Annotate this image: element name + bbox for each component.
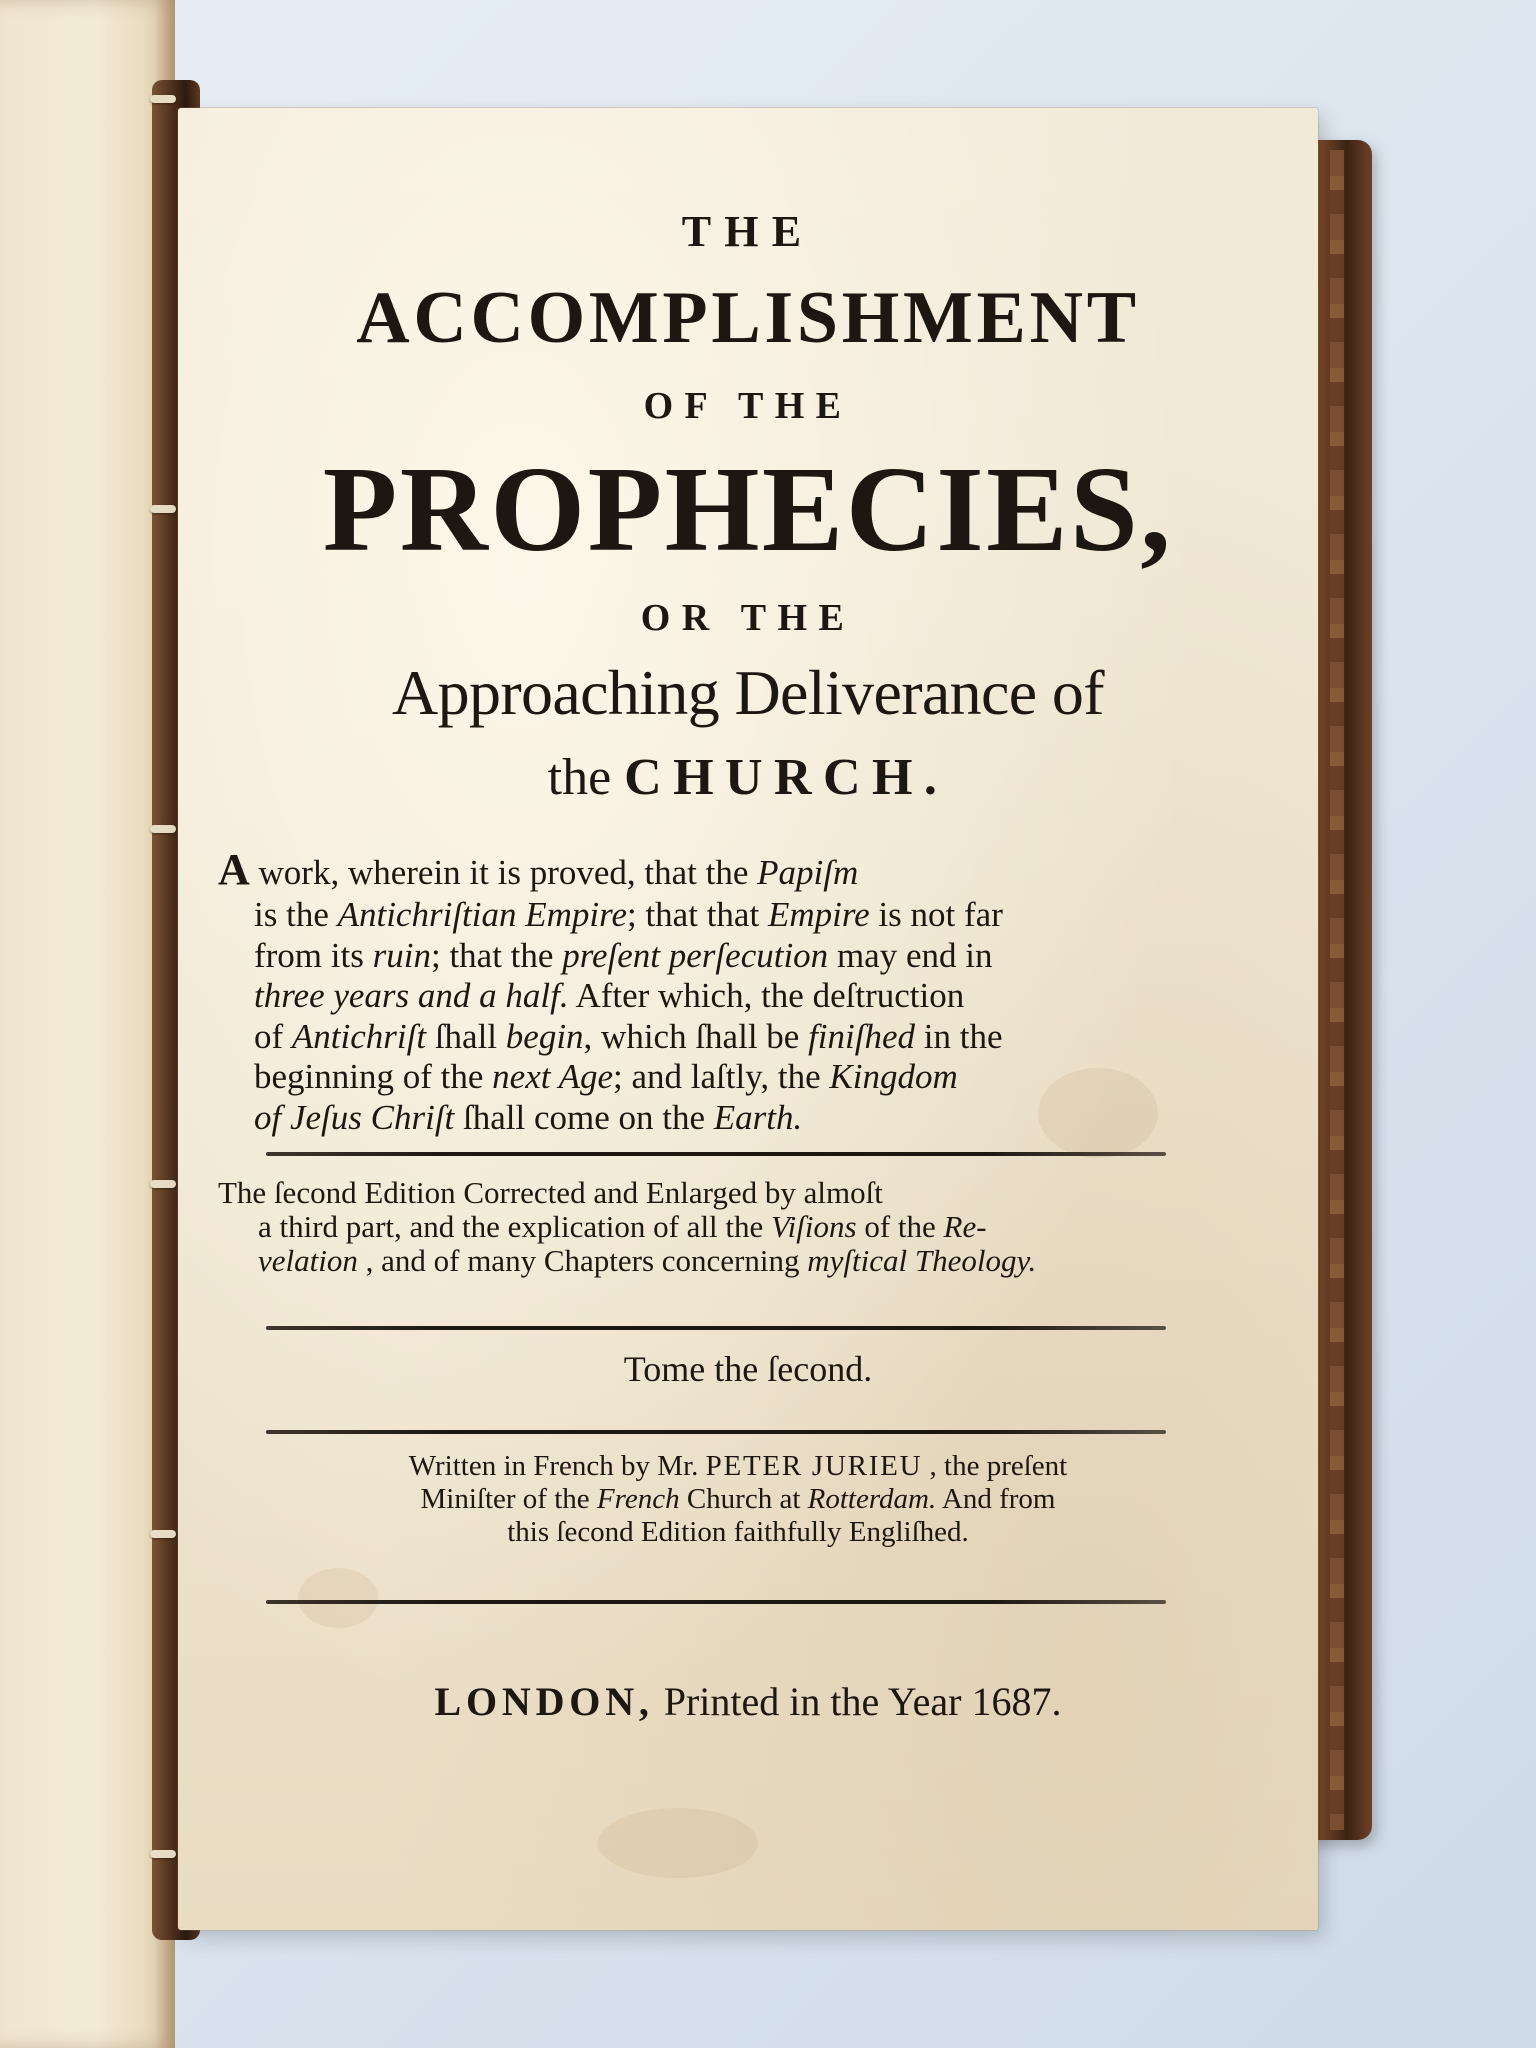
edition-paragraph <box>218 1176 1278 1278</box>
work-text: may end in <box>828 935 993 975</box>
imprint-city: LONDON, <box>434 1679 654 1724</box>
binding-stitch <box>150 95 176 103</box>
work-text: is the <box>254 895 338 935</box>
author-name: PETER JURIEU <box>705 1450 923 1482</box>
work-text: in the <box>915 1016 1003 1056</box>
author-text: Written in French by Mr. <box>408 1450 706 1482</box>
work-line <box>218 1017 1278 1058</box>
work-italic: finiſhed <box>808 1016 916 1056</box>
tome-line: Tome the ſecond. <box>623 1349 873 1389</box>
work-italic: Antichriſt <box>291 1016 427 1056</box>
binding-stitch <box>150 825 176 833</box>
paper-stain <box>298 1568 378 1628</box>
author-paragraph <box>198 1450 1278 1549</box>
edition-text: , and of many Chapters concerning <box>357 1243 808 1279</box>
author-italic: French <box>596 1483 680 1516</box>
work-text: beginning of the <box>254 1057 493 1097</box>
subtitle-church-word: CHURCH. <box>624 749 949 806</box>
work-italic: of Jeſus Chriſt <box>254 1098 455 1137</box>
edition-italic: velation <box>258 1243 358 1279</box>
subtitle-the-word: the <box>547 749 612 806</box>
horizontal-rule <box>266 1430 1166 1434</box>
work-text: ſhall <box>426 1016 506 1056</box>
horizontal-rule <box>266 1326 1166 1330</box>
work-italic: Kingdom <box>829 1057 958 1097</box>
work-text: After which, the deſtruction <box>568 976 965 1016</box>
work-line <box>218 936 1278 977</box>
work-line <box>218 1057 1278 1098</box>
left-page <box>0 0 175 2048</box>
work-text: ſhall come on the <box>454 1098 714 1137</box>
work-text: of <box>254 1016 292 1056</box>
edition-italic: Re- <box>943 1209 987 1245</box>
work-text: , which ſhall be <box>583 1016 809 1056</box>
binding-stitch <box>150 1850 176 1858</box>
edition-line: The ſecond Edition Corrected and Enlarged by almoſt <box>218 1175 883 1210</box>
edition-text: of the <box>856 1209 944 1245</box>
work-text: work, wherein it is proved, that the <box>249 853 758 892</box>
title-page <box>178 108 1318 1930</box>
work-italic: Papiſm <box>757 853 859 892</box>
imprint-text: Printed in the Year 1687. <box>653 1679 1062 1724</box>
work-italic: begin <box>505 1016 584 1056</box>
binding-stitch <box>150 1180 176 1188</box>
author-text: Church at <box>679 1483 808 1516</box>
work-line <box>218 844 1278 895</box>
title-line-of-the: OF THE <box>643 385 853 427</box>
edition-line <box>218 1210 1278 1244</box>
cover-edge-wear <box>1330 150 1344 1830</box>
initial-letter: A <box>218 845 250 894</box>
paper-stain <box>598 1808 758 1878</box>
work-line <box>218 1098 1278 1139</box>
work-italic: Antichriſtian Empire <box>337 895 627 935</box>
author-text: And from <box>936 1483 1056 1516</box>
work-line <box>218 976 1278 1017</box>
author-italic: Rotterdam. <box>807 1483 937 1516</box>
work-italic: Earth. <box>713 1098 803 1137</box>
edition-text: a third part, and the explication of all the <box>258 1209 772 1245</box>
edition-italic: Viſions <box>771 1209 857 1245</box>
work-italic: ruin <box>372 935 431 975</box>
work-italic: preſent perſecution <box>562 935 829 975</box>
edition-italic: myſtical Theology. <box>807 1243 1037 1279</box>
subtitle-the-church <box>178 748 1318 807</box>
author-line <box>198 1483 1278 1516</box>
work-italic: three years and a half. <box>254 976 569 1016</box>
work-italic: Empire <box>767 895 870 935</box>
imprint-line <box>178 1678 1318 1725</box>
title-line-the: THE <box>681 207 815 256</box>
work-text: ; that that <box>626 895 768 935</box>
work-italic: next Age <box>492 1057 613 1097</box>
edition-line <box>218 1244 1278 1278</box>
work-text: is not far <box>869 895 1003 935</box>
author-line <box>198 1450 1278 1483</box>
author-text: Miniſter of the <box>420 1483 597 1516</box>
subtitle-approaching-deliverance: Approaching Deliverance of <box>392 657 1104 728</box>
title-line-or-the: OR THE <box>640 597 856 639</box>
title-line-prophecies: PROPHECIES, <box>322 442 1174 577</box>
author-line: this ſecond Edition faithfully Engliſhed. <box>507 1516 969 1549</box>
binding-stitch <box>150 1530 176 1538</box>
work-text: from its <box>254 935 373 975</box>
work-line <box>218 895 1278 936</box>
horizontal-rule <box>266 1600 1166 1604</box>
title-line-accomplishment: ACCOMPLISHMENT <box>356 277 1140 359</box>
binding-stitch <box>150 505 176 513</box>
work-description-paragraph <box>218 844 1278 1139</box>
horizontal-rule <box>266 1152 1166 1156</box>
work-text: ; and laſtly, the <box>612 1057 830 1097</box>
work-text: ; that the <box>430 935 563 975</box>
author-text: , the preſent <box>922 1450 1068 1482</box>
